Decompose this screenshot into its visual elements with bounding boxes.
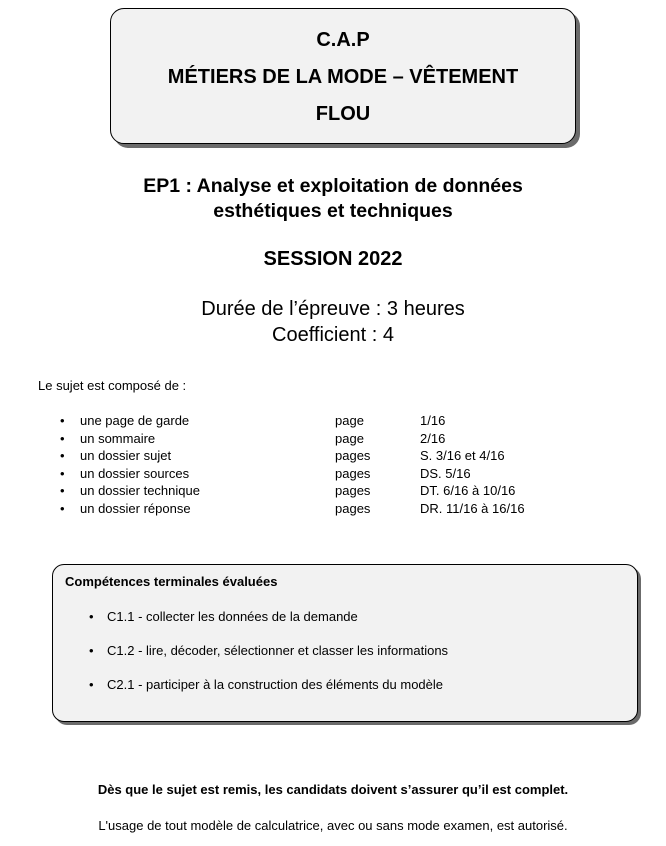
contents-range: DR. 11/16 à 16/16 (420, 500, 525, 516)
contents-pages-label: page (335, 430, 364, 446)
contents-item: un sommaire (80, 430, 156, 446)
contents-range: 2/16 (420, 430, 446, 446)
header-line-cap: C.A.P (316, 29, 370, 51)
contents-range: S. 3/16 et 4/16 (420, 448, 505, 463)
contents-item: un dossier sources (80, 465, 190, 481)
completeness-notice: Dès que le sujet est remis, les candidats doivent s’assurer qu’il est complet. (97, 782, 569, 797)
contents-item: une page de garde (80, 413, 190, 428)
bullet-icon: • (60, 430, 65, 446)
competence-item (89, 643, 448, 658)
contents-range: 1/16 (420, 413, 446, 428)
duration: Durée de l’épreuve : 3 heures (201, 298, 465, 320)
competence-item (89, 609, 358, 624)
bullet-icon: • (60, 448, 65, 463)
title-box (110, 8, 576, 144)
competence-item (89, 677, 443, 692)
contents-range: DT. 6/16 à 10/16 (420, 483, 516, 498)
competence-text: C1.1 - collecter les données de la demande (107, 609, 358, 624)
bullet-icon: • (89, 609, 94, 624)
contents-item: un dossier réponse (80, 500, 191, 516)
epreuve-title-line2: esthétiques et techniques (213, 200, 453, 222)
header-line-metiers: MÉTIERS DE LA MODE – VÊTEMENT (167, 66, 519, 88)
header-line-flou: FLOU (315, 103, 371, 125)
calculator-notice: L'usage de tout modèle de calculatrice, avec ou sans mode examen, est autorisé. (98, 818, 568, 833)
contents-range: DS. 5/16 (420, 465, 471, 481)
contents-item: un dossier sujet (80, 448, 172, 463)
epreuve-title (0, 174, 666, 224)
contents-pages-label: pages (335, 500, 371, 516)
bullet-icon: • (60, 413, 65, 428)
contents-pages-label: pages (335, 465, 371, 481)
bullet-icon: • (89, 677, 94, 692)
competence-text: C1.2 - lire, décoder, sélectionner et classer les informations (107, 643, 449, 658)
contents-intro: Le sujet est composé de : (38, 378, 187, 393)
bullet-icon: • (60, 483, 65, 498)
competences-title: Compétences terminales évaluées (65, 574, 278, 589)
contents-pages-label: pages (335, 448, 371, 463)
competences-box (52, 564, 638, 722)
contents-pages-label: pages (335, 483, 371, 498)
contents-item: un dossier technique (80, 483, 200, 498)
bullet-icon: • (60, 465, 65, 481)
competence-text: C2.1 - participer à la construction des éléments du modèle (107, 677, 444, 692)
epreuve-title-line1: EP1 : Analyse et exploitation de données (143, 175, 523, 197)
exam-info (0, 296, 666, 348)
bullet-icon: • (60, 500, 65, 516)
bullet-icon: • (89, 643, 94, 658)
coefficient: Coefficient : 4 (272, 324, 394, 346)
contents-pages-label: page (335, 413, 364, 428)
session-label: SESSION 2022 (263, 248, 403, 270)
